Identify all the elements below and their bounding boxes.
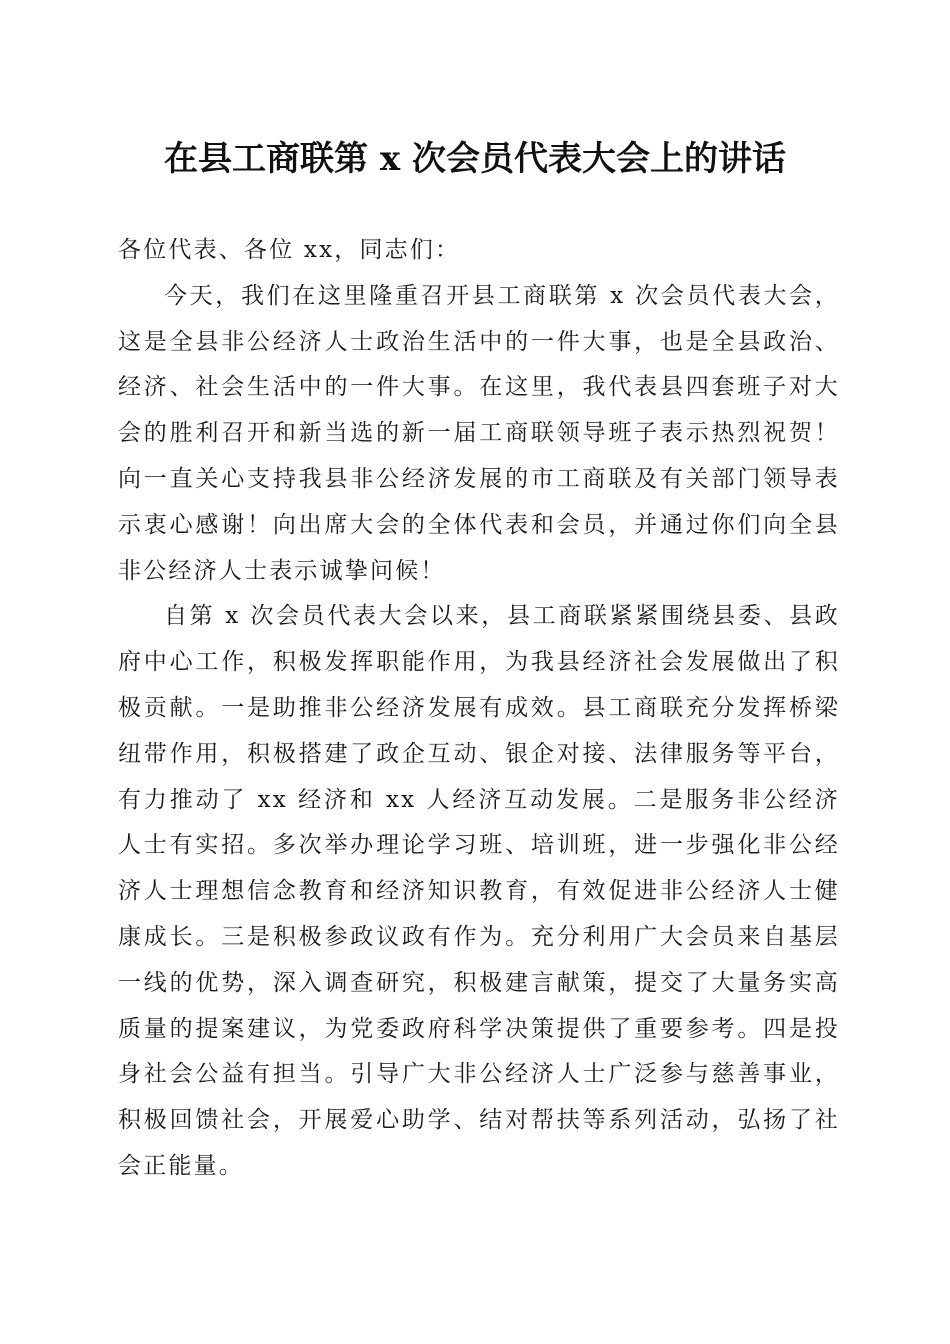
- paragraph-achievements: 自第 x 次会员代表大会以来，县工商联紧紧围绕县委、县政府中心工作，积极发挥职能作用，为我县经济社会发展做出了积极贡献。一是助推非公经济发展有成效。县工商联充分发挥桥梁纽带作用，积极搭建了政企互动、银企对接、法律服务等平台，有力推动了 xx 经济和 xx 人经济互动发展。二是服务非公经济人士有实招。多次举办理论学习班、培训班，进一步强化非公经济人士理想信念教育和经济知识教育，有效促进非公经济人士健康成长。三是积极参政议政有作为。充分利用广大会员来自基层一线的优势，深入调查研究，积极建言献策，提交了大量务实高质量的提案建议，为党委政府科学决策提供了重要参考。四是投身社会公益有担当。引导广大非公经济人士广泛参与慈善事业，积极回馈社会，开展爱心助学、结对帮扶等系列活动，弘扬了社会正能量。: [118, 603, 840, 1179]
- document-title: 在县工商联第 x 次会员代表大会上的讲话: [164, 139, 786, 179]
- salutation: 各位代表、各位 xx，同志们：: [118, 237, 461, 263]
- document-body: [118, 228, 840, 1190]
- paragraph-opening: 今天，我们在这里隆重召开县工商联第 x 次会员代表大会，这是全县非公经济人士政治生活中的一件大事，也是全县政治、经济、社会生活中的一件大事。在这里，我代表县四套班子对大会的胜利召开和新当选的新一届工商联领导班子表示热烈祝贺！向一直关心支持我县非公经济发展的市工商联及有关部门领导表示衷心感谢！向出席大会的全体代表和会员，并通过你们向全县非公经济人士表示诚挚问候！: [118, 282, 840, 584]
